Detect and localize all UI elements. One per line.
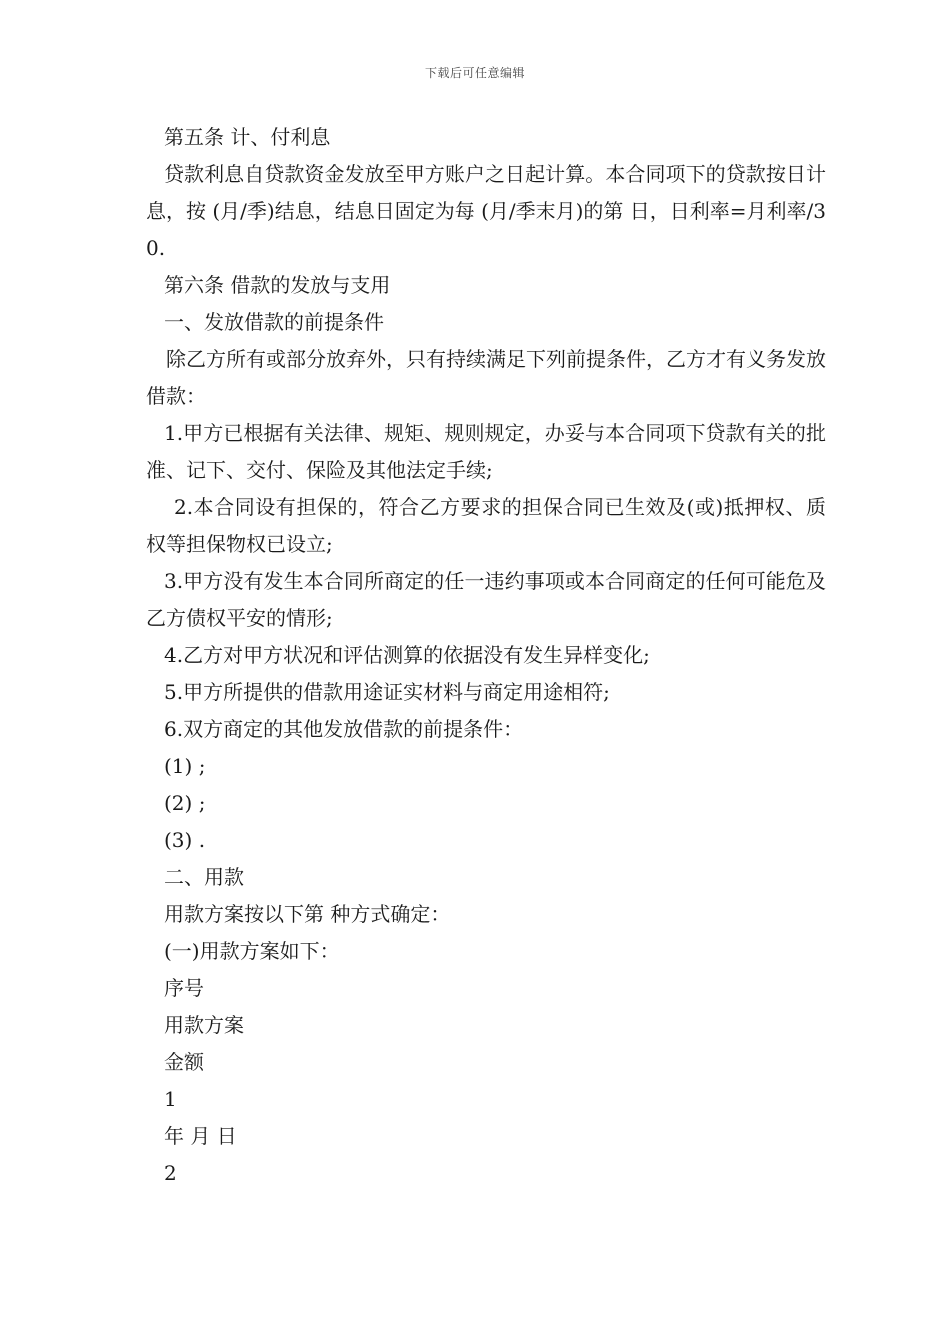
page-header: 下载后可任意编辑 [424,66,525,80]
preconditions-intro-paragraph: 除乙方所有或部分放弃外，只有持续满足下列前提条件，乙方才有义务发放借款： [146,347,826,408]
usage-method-line: 用款方案按以下第 种方式确定： [164,902,451,926]
sub-item-2: (2) ; [164,791,206,815]
sub-item-3: (3) . [164,828,206,852]
precondition-item-3: 3.甲方没有发生本合同所商定的任一违约事项或本合同商定的任何可能危及乙方债权平安的情形; [146,569,826,630]
article-6-heading: 第六条 借款的发放与支用 [164,273,391,297]
usage-plan-line: (一)用款方案如下： [164,939,340,963]
precondition-item-2: 2.本合同设有担保的，符合乙方要求的担保合同已生效及(或)抵押权、质权等担保物权已设立; [146,495,826,556]
table-row-1-serial: 1 [164,1087,177,1111]
table-row-2-serial: 2 [164,1161,177,1185]
precondition-item-1: 1.甲方已根据有关法律、规矩、规则规定，办妥与本合同项下贷款有关的批准、记下、交付、保险及其他法定手续; [146,421,826,482]
precondition-item-4: 4.乙方对甲方状况和评估测算的依据没有发生异样变化; [164,643,650,667]
precondition-item-5: 5.甲方所提供的借款用途证实材料与商定用途相符; [164,680,610,704]
sub-item-1: (1) ; [164,754,206,778]
section-2-heading: 二、用款 [164,865,244,889]
table-header-amount: 金额 [164,1050,204,1074]
table-header-serial: 序号 [164,976,204,1000]
precondition-item-6: 6.双方商定的其他发放借款的前提条件： [164,717,524,741]
article-5-heading: 第五条 计、付利息 [164,125,331,149]
article-5-interest-paragraph: 贷款利息自贷款资金发放至甲方账户之日起计算。本合同项下的贷款按日计息，按 (月/季)结息，结息日固定为每 (月/季末月)的第 日，日利率=月利率/30. [146,162,826,260]
table-row-1-date: 年 月 日 [164,1124,237,1148]
document-body [146,119,826,1192]
section-1-heading: 一、发放借款的前提条件 [164,310,384,334]
table-header-plan: 用款方案 [164,1013,244,1037]
